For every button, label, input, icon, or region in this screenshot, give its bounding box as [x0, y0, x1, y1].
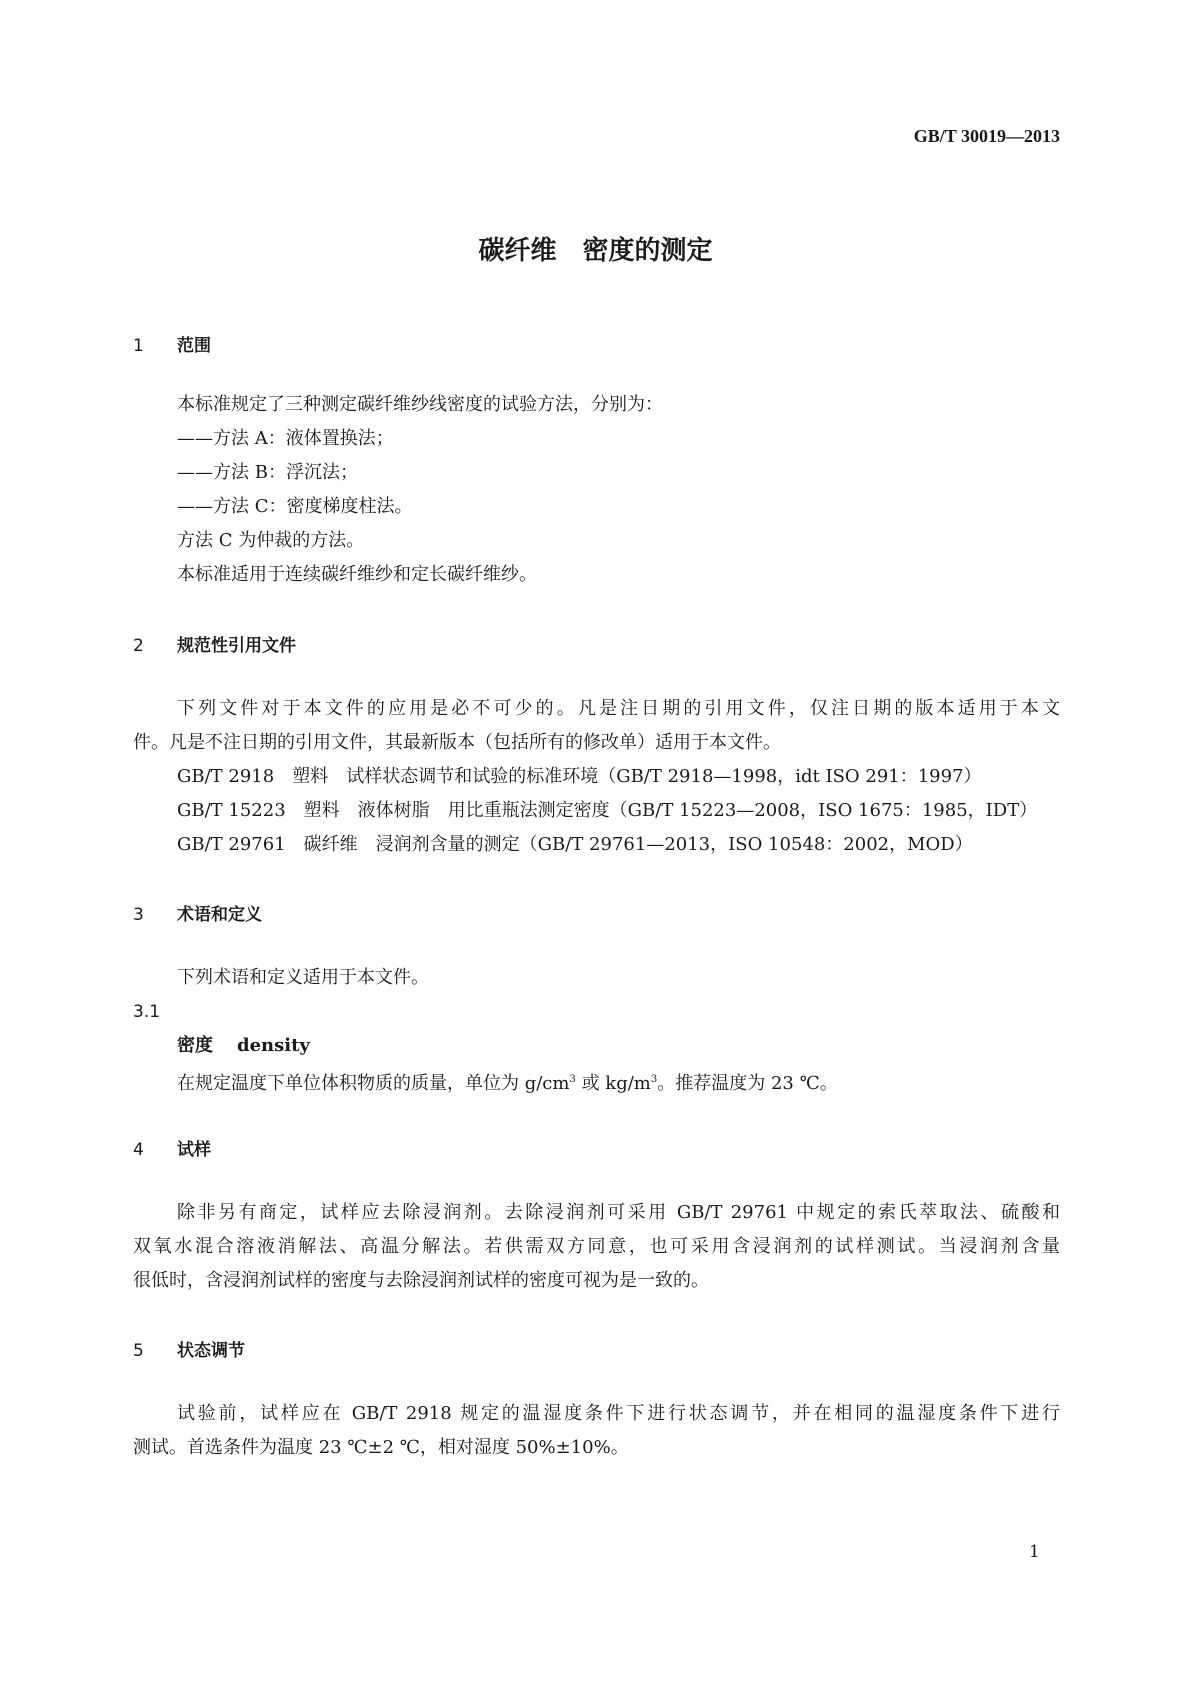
section-number: 1: [133, 336, 144, 356]
definition: [177, 1068, 838, 1096]
paragraph-line: 双氧水混合溶液消解法、高温分解法。若供需双方同意，也可采用含浸润剂的试样测试。当浸润剂含量: [133, 1236, 1060, 1257]
paragraph-line: 本标准适用于连续碳纤维纱和定长碳纤维纱。: [177, 564, 537, 585]
term: [177, 1034, 310, 1058]
section-title: 规范性引用文件: [177, 636, 296, 656]
subclause-number: 3.1: [133, 1002, 161, 1022]
definition-text: 。推荐温度为 23 ℃。: [657, 1073, 838, 1094]
section-5-heading: [133, 1336, 245, 1361]
paragraph-line: 方法 C 为仲裁的方法。: [177, 530, 365, 551]
document-title: 碳纤维 密度的测定: [478, 236, 713, 266]
list-item: ——方法 C：密度梯度柱法。: [177, 496, 413, 517]
reference-item: GB/T 2918 塑料 试样状态调节和试验的标准环境（GB/T 2918—1998，idt ISO 291：1997）: [177, 766, 982, 787]
reference-item: GB/T 15223 塑料 液体树脂 用比重瓶法测定密度（GB/T 15223—2008，ISO 1675：1985，IDT）: [177, 800, 1038, 821]
section-number: 2: [133, 636, 144, 656]
paragraph-line: 试验前，试样应在 GB/T 2918 规定的温湿度条件下进行状态调节，并在相同的温湿度条件下进行: [177, 1403, 1060, 1424]
section-title: 术语和定义: [177, 905, 262, 925]
section-number: 3: [133, 905, 144, 925]
section-title: 状态调节: [177, 1341, 245, 1361]
term-english: density: [237, 1035, 310, 1056]
section-3-heading: [133, 900, 262, 925]
definition-text: 或 kg/m: [575, 1073, 651, 1094]
paragraph-line: 下列术语和定义适用于本文件。: [177, 967, 429, 988]
superscript: 3: [569, 1074, 576, 1085]
section-number: 5: [133, 1341, 144, 1361]
paragraph-line: 除非另有商定，试样应去除浸润剂。去除浸润剂可采用 GB/T 29761 中规定的索氏萃取法、硫酸和: [177, 1202, 1060, 1223]
section-1-heading: [133, 331, 211, 356]
reference-item: GB/T 29761 碳纤维 浸润剂含量的测定（GB/T 29761—2013，ISO 10548：2002，MOD）: [177, 834, 973, 855]
section-title: 范围: [177, 336, 211, 356]
paragraph-line: 本标准规定了三种测定碳纤维纱线密度的试验方法，分别为：: [177, 394, 663, 415]
section-title: 试样: [177, 1140, 211, 1160]
term-chinese: 密度: [177, 1035, 213, 1056]
definition-text: 在规定温度下单位体积物质的质量，单位为 g/cm: [177, 1073, 570, 1094]
paragraph-line: 测试。首选条件为温度 23 ℃±2 ℃，相对湿度 50%±10%。: [133, 1437, 629, 1458]
standard-number: GB/T 30019—2013: [913, 126, 1060, 146]
section-2-heading: [133, 631, 296, 656]
list-item: ——方法 A：液体置换法；: [177, 428, 394, 449]
page-number: 1: [1029, 1542, 1040, 1562]
paragraph-line: 下列文件对于本文件的应用是必不可少的。凡是注日期的引用文件，仅注日期的版本适用于本文: [177, 698, 1060, 719]
superscript: 3: [650, 1074, 658, 1085]
list-item: ——方法 B：浮沉法；: [177, 462, 358, 483]
section-4-heading: [133, 1135, 211, 1160]
paragraph-line: 件。凡是不注日期的引用文件，其最新版本（包括所有的修改单）适用于本文件。: [133, 732, 781, 753]
section-number: 4: [133, 1140, 144, 1160]
paragraph-line: 很低时，含浸润剂试样的密度与去除浸润剂试样的密度可视为是一致的。: [133, 1270, 709, 1291]
